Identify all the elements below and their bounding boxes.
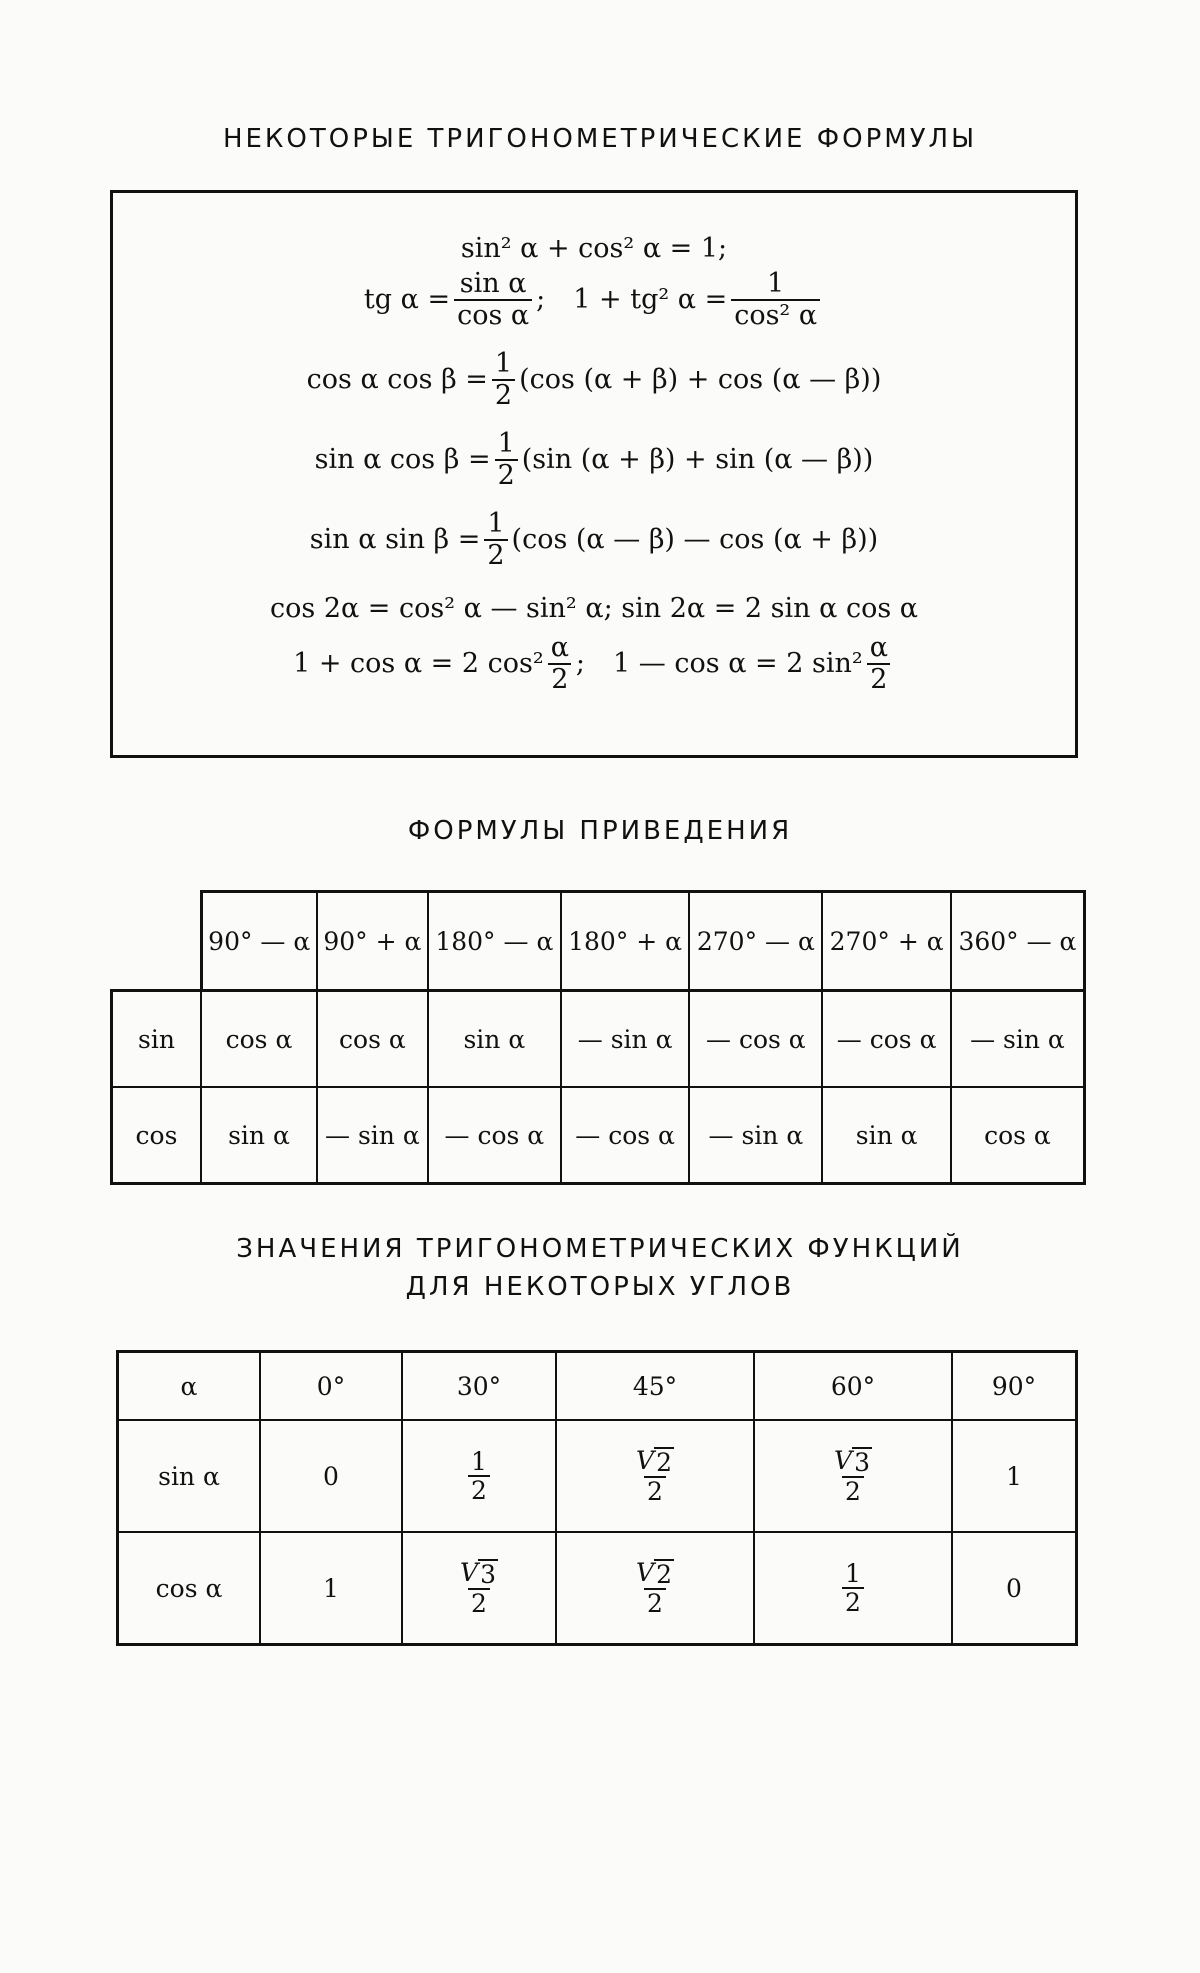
section-title-formulas: НЕКОТОРЫЕ ТРИГОНОМЕТРИЧЕСКИЕ ФОРМУЛЫ bbox=[222, 124, 978, 154]
formula-text: (cos (α + β) + cos (α — β)) bbox=[519, 364, 882, 396]
denominator: 2 bbox=[548, 663, 571, 695]
denominator: 2 bbox=[842, 1587, 864, 1617]
denominator: 2 bbox=[644, 1588, 666, 1618]
reduction-table bbox=[110, 890, 1086, 1185]
table-cell: — sin α bbox=[561, 991, 690, 1088]
table-row-cos bbox=[118, 1532, 1077, 1645]
numerator: sin α bbox=[459, 268, 527, 299]
header-cell: 270° + α bbox=[822, 892, 951, 991]
header-cell: 90° + α bbox=[317, 892, 428, 991]
value-cell bbox=[402, 1532, 556, 1645]
formula-text: sin α cos β = bbox=[314, 444, 491, 476]
formula-text: sin² α + cos² α = 1; bbox=[460, 233, 728, 264]
numerator: 1 bbox=[767, 268, 785, 299]
value-cell bbox=[754, 1532, 952, 1645]
value-cell bbox=[556, 1532, 754, 1645]
fraction-half bbox=[492, 349, 515, 410]
table-cell: sin α bbox=[822, 1087, 951, 1184]
table-cell: — sin α bbox=[689, 1087, 822, 1184]
formula-half-angle bbox=[113, 633, 1075, 694]
radical-sign: V bbox=[834, 1445, 853, 1475]
row-label: cos bbox=[112, 1087, 202, 1184]
denominator: cos² α bbox=[731, 299, 820, 331]
angle-header: 0° bbox=[260, 1352, 402, 1421]
formula-sin-cos bbox=[113, 429, 1075, 490]
value-cell bbox=[754, 1420, 952, 1532]
formula-text: cos α cos β = bbox=[306, 364, 488, 396]
numerator: α bbox=[869, 632, 888, 663]
section-title-values-line2: ДЛЯ НЕКОТОРЫХ УГЛОВ bbox=[405, 1272, 795, 1302]
table-row-sin bbox=[118, 1420, 1077, 1532]
formula-text: (sin (α + β) + sin (α — β)) bbox=[521, 444, 874, 476]
radical-sign: V bbox=[636, 1445, 655, 1475]
value-cell bbox=[556, 1420, 754, 1532]
empty-corner-cell bbox=[112, 892, 202, 991]
table-cell: cos α bbox=[201, 991, 317, 1088]
fraction bbox=[468, 1448, 490, 1505]
value-cell: 0 bbox=[260, 1420, 402, 1532]
radical bbox=[633, 1447, 677, 1477]
table-cell: sin α bbox=[428, 991, 561, 1088]
radical bbox=[457, 1559, 501, 1589]
row-label: cos α bbox=[118, 1532, 261, 1645]
denominator: 2 bbox=[842, 1476, 864, 1506]
formula-text: 1 + tg² α = bbox=[573, 284, 728, 316]
separator: ; bbox=[575, 648, 586, 680]
table-cell: — sin α bbox=[951, 991, 1085, 1088]
table-cell: sin α bbox=[201, 1087, 317, 1184]
denominator: 2 bbox=[492, 379, 515, 411]
values-table bbox=[116, 1350, 1078, 1646]
formula-text: 1 + cos α = 2 cos² bbox=[293, 648, 544, 680]
fraction bbox=[633, 1559, 677, 1618]
denominator: 2 bbox=[484, 539, 507, 571]
header-cell: 180° + α bbox=[561, 892, 690, 991]
row-label: sin bbox=[112, 991, 202, 1088]
radical-sign: V bbox=[636, 1557, 655, 1587]
table-cell: — cos α bbox=[428, 1087, 561, 1184]
formula-text: sin α sin β = bbox=[309, 524, 481, 556]
table-cell: — sin α bbox=[317, 1087, 428, 1184]
radicand: 3 bbox=[480, 1559, 496, 1589]
formula-text: tg α = bbox=[363, 284, 451, 316]
table-header-row bbox=[112, 892, 1085, 991]
header-cell: 270° — α bbox=[689, 892, 822, 991]
fraction-half bbox=[484, 509, 507, 570]
value-cell: 0 bbox=[952, 1532, 1077, 1645]
formula-cos-cos bbox=[113, 349, 1075, 410]
numerator: 1 bbox=[494, 348, 513, 379]
fraction-alpha-half bbox=[867, 633, 891, 694]
header-cell: 180° — α bbox=[428, 892, 561, 991]
numerator: 1 bbox=[487, 508, 505, 539]
denominator: cos α bbox=[454, 299, 532, 331]
radical bbox=[831, 1447, 875, 1477]
header-cell: 90° — α bbox=[201, 892, 317, 991]
radicand: 3 bbox=[854, 1447, 870, 1477]
numerator: 1 bbox=[471, 1446, 487, 1476]
table-row bbox=[112, 991, 1085, 1088]
fraction bbox=[457, 1559, 501, 1618]
fraction bbox=[633, 1447, 677, 1506]
formula-pythagorean bbox=[113, 233, 1075, 264]
formula-text: (cos (α — β) — cos (α + β)) bbox=[511, 524, 879, 556]
section-title-values-line1: ЗНАЧЕНИЯ ТРИГОНОМЕТРИЧЕСКИХ ФУНКЦИЙ bbox=[236, 1234, 964, 1264]
denominator: 2 bbox=[468, 1475, 490, 1505]
formula-text: 1 — cos α = 2 sin² bbox=[613, 648, 863, 680]
header-label: α bbox=[118, 1352, 261, 1421]
angle-header: 60° bbox=[754, 1352, 952, 1421]
formula-text: cos 2α = cos² α — sin² α; sin 2α = 2 sin α cos α bbox=[270, 593, 918, 624]
fraction bbox=[454, 269, 532, 330]
separator: ; bbox=[536, 284, 546, 316]
denominator: 2 bbox=[867, 663, 890, 695]
fraction bbox=[831, 1447, 875, 1506]
angle-header: 30° bbox=[402, 1352, 556, 1421]
table-cell: cos α bbox=[317, 991, 428, 1088]
table-header-row bbox=[118, 1352, 1077, 1421]
denominator: 2 bbox=[644, 1476, 666, 1506]
radical-sign: V bbox=[460, 1557, 479, 1587]
table-cell: — cos α bbox=[689, 991, 822, 1088]
value-cell bbox=[402, 1420, 556, 1532]
formula-box bbox=[110, 190, 1078, 758]
angle-header: 90° bbox=[952, 1352, 1077, 1421]
fraction-alpha-half bbox=[548, 633, 572, 694]
radicand: 2 bbox=[656, 1447, 672, 1477]
denominator: 2 bbox=[468, 1588, 490, 1618]
value-cell: 1 bbox=[952, 1420, 1077, 1532]
numerator: 1 bbox=[845, 1558, 861, 1588]
fraction bbox=[842, 1560, 864, 1617]
value-cell: 1 bbox=[260, 1532, 402, 1645]
table-cell: cos α bbox=[951, 1087, 1085, 1184]
section-title-reduction: ФОРМУЛЫ ПРИВЕДЕНИЯ bbox=[407, 816, 793, 846]
numerator: 1 bbox=[497, 428, 515, 459]
radical bbox=[633, 1559, 677, 1589]
formula-sin-sin bbox=[113, 509, 1075, 570]
table-row bbox=[112, 1087, 1085, 1184]
header-cell: 360° — α bbox=[951, 892, 1085, 991]
numerator: α bbox=[550, 632, 569, 663]
table-cell: — cos α bbox=[822, 991, 951, 1088]
denominator: 2 bbox=[495, 459, 518, 491]
table-cell: — cos α bbox=[561, 1087, 690, 1184]
formula-tangent bbox=[113, 269, 1075, 330]
radicand: 2 bbox=[656, 1559, 672, 1589]
row-label: sin α bbox=[118, 1420, 261, 1532]
fraction-half bbox=[495, 429, 518, 490]
formula-double-angle bbox=[113, 593, 1075, 624]
fraction bbox=[731, 269, 820, 330]
angle-header: 45° bbox=[556, 1352, 754, 1421]
